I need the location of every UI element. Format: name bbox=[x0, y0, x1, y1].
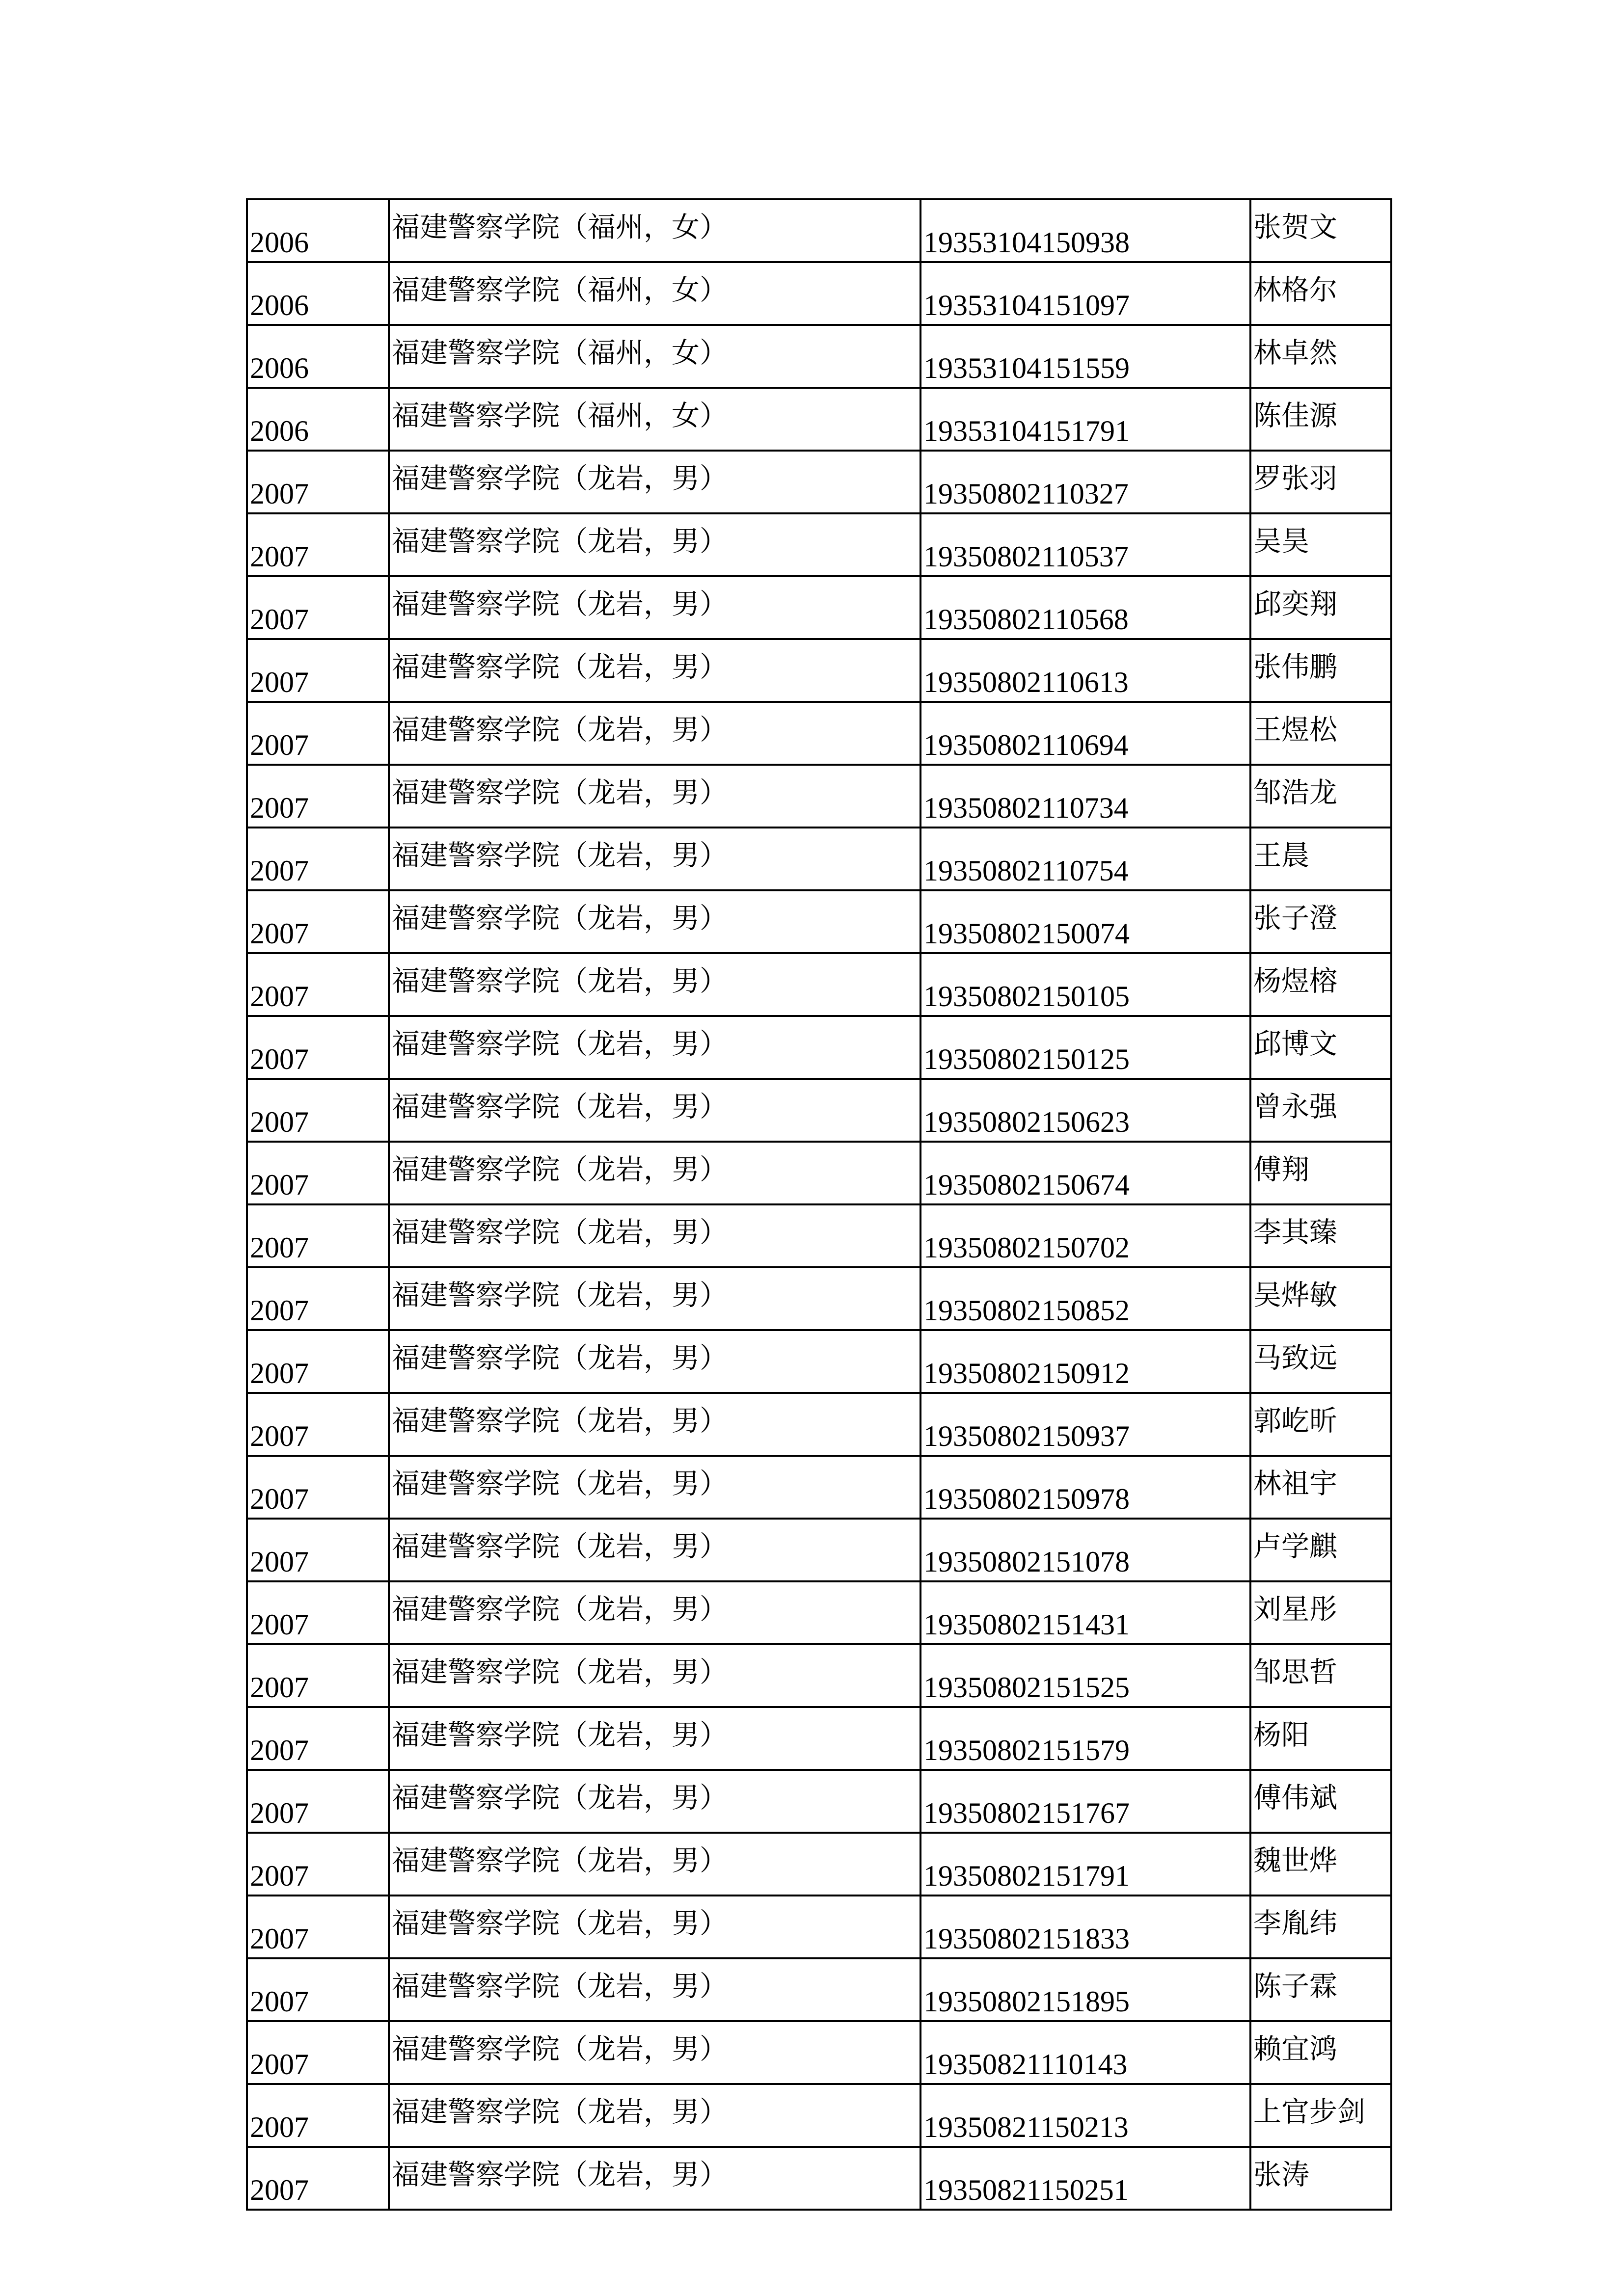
school-code-cell: 2007 bbox=[247, 1204, 389, 1267]
exam-number-cell: 19353104151097 bbox=[920, 262, 1250, 325]
exam-number-cell: 19350821110143 bbox=[920, 2021, 1250, 2084]
school-name-cell: 福建警察学院（龙岩，男） bbox=[389, 1393, 920, 1456]
student-name-cell: 林祖宇 bbox=[1250, 1456, 1391, 1519]
student-name-cell: 陈子霖 bbox=[1250, 1958, 1391, 2021]
student-name-cell: 吴烨敏 bbox=[1250, 1267, 1391, 1330]
student-name-cell: 李其臻 bbox=[1250, 1204, 1391, 1267]
student-name-cell: 刘星彤 bbox=[1250, 1581, 1391, 1644]
exam-number-cell: 19350802110754 bbox=[920, 828, 1250, 890]
student-name-cell: 吴昊 bbox=[1250, 513, 1391, 576]
school-code-cell: 2007 bbox=[247, 828, 389, 890]
school-name-cell: 福建警察学院（龙岩，男） bbox=[389, 2147, 920, 2210]
student-name-cell: 马致远 bbox=[1250, 1330, 1391, 1393]
school-code-cell: 2007 bbox=[247, 1016, 389, 1079]
exam-number-cell: 19350802150674 bbox=[920, 1142, 1250, 1204]
exam-number-cell: 19350802150074 bbox=[920, 890, 1250, 953]
student-name-cell: 杨阳 bbox=[1250, 1707, 1391, 1770]
school-code-cell: 2007 bbox=[247, 765, 389, 828]
school-name-cell: 福建警察学院（福州，女） bbox=[389, 262, 920, 325]
table-row bbox=[247, 199, 1391, 262]
school-name-cell: 福建警察学院（福州，女） bbox=[389, 388, 920, 451]
student-name-cell: 邹思哲 bbox=[1250, 1644, 1391, 1707]
school-code-cell: 2007 bbox=[247, 1456, 389, 1519]
school-name-cell: 福建警察学院（福州，女） bbox=[389, 199, 920, 262]
school-code-cell: 2007 bbox=[247, 1393, 389, 1456]
school-name-cell: 福建警察学院（龙岩，男） bbox=[389, 451, 920, 513]
school-name-cell: 福建警察学院（龙岩，男） bbox=[389, 1770, 920, 1833]
school-name-cell: 福建警察学院（龙岩，男） bbox=[389, 1833, 920, 1896]
table-row bbox=[247, 765, 1391, 828]
school-name-cell: 福建警察学院（龙岩，男） bbox=[389, 1456, 920, 1519]
exam-number-cell: 19353104151559 bbox=[920, 325, 1250, 388]
school-code-cell: 2007 bbox=[247, 1519, 389, 1581]
table-row bbox=[247, 1770, 1391, 1833]
exam-number-cell: 19350802151525 bbox=[920, 1644, 1250, 1707]
school-name-cell: 福建警察学院（龙岩，男） bbox=[389, 1519, 920, 1581]
table-row bbox=[247, 451, 1391, 513]
school-name-cell: 福建警察学院（龙岩，男） bbox=[389, 702, 920, 765]
school-name-cell: 福建警察学院（龙岩，男） bbox=[389, 1079, 920, 1142]
student-name-cell: 张涛 bbox=[1250, 2147, 1391, 2210]
table-row bbox=[247, 325, 1391, 388]
table-row bbox=[247, 2084, 1391, 2147]
school-name-cell: 福建警察学院（龙岩，男） bbox=[389, 1016, 920, 1079]
school-name-cell: 福建警察学院（龙岩，男） bbox=[389, 1142, 920, 1204]
student-name-cell: 魏世烨 bbox=[1250, 1833, 1391, 1896]
exam-number-cell: 19350802150978 bbox=[920, 1456, 1250, 1519]
exam-number-cell: 19350802110613 bbox=[920, 639, 1250, 702]
table-row bbox=[247, 1016, 1391, 1079]
school-name-cell: 福建警察学院（龙岩，男） bbox=[389, 1896, 920, 1958]
exam-number-cell: 19350802150105 bbox=[920, 953, 1250, 1016]
school-code-cell: 2007 bbox=[247, 1707, 389, 1770]
school-code-cell: 2007 bbox=[247, 1770, 389, 1833]
school-name-cell: 福建警察学院（龙岩，男） bbox=[389, 1267, 920, 1330]
exam-number-cell: 19350802110327 bbox=[920, 451, 1250, 513]
school-code-cell: 2007 bbox=[247, 1833, 389, 1896]
school-name-cell: 福建警察学院（福州，女） bbox=[389, 325, 920, 388]
school-name-cell: 福建警察学院（龙岩，男） bbox=[389, 639, 920, 702]
exam-number-cell: 19350802150912 bbox=[920, 1330, 1250, 1393]
school-code-cell: 2007 bbox=[247, 1330, 389, 1393]
exam-number-cell: 19350802150702 bbox=[920, 1204, 1250, 1267]
student-name-cell: 郭屹昕 bbox=[1250, 1393, 1391, 1456]
exam-number-cell: 19350802151078 bbox=[920, 1519, 1250, 1581]
school-code-cell: 2007 bbox=[247, 513, 389, 576]
table-row bbox=[247, 1330, 1391, 1393]
table-row bbox=[247, 1958, 1391, 2021]
school-name-cell: 福建警察学院（龙岩，男） bbox=[389, 953, 920, 1016]
table-row bbox=[247, 1079, 1391, 1142]
table-row bbox=[247, 262, 1391, 325]
table-row bbox=[247, 1707, 1391, 1770]
table-row bbox=[247, 828, 1391, 890]
school-code-cell: 2007 bbox=[247, 2084, 389, 2147]
table-row bbox=[247, 576, 1391, 639]
school-name-cell: 福建警察学院（龙岩，男） bbox=[389, 890, 920, 953]
exam-number-cell: 19350802110568 bbox=[920, 576, 1250, 639]
student-name-cell: 张子澄 bbox=[1250, 890, 1391, 953]
exam-number-cell: 19350802110537 bbox=[920, 513, 1250, 576]
exam-number-cell: 19350802150852 bbox=[920, 1267, 1250, 1330]
admission-list-table bbox=[246, 198, 1392, 2211]
school-code-cell: 2007 bbox=[247, 451, 389, 513]
student-name-cell: 曾永强 bbox=[1250, 1079, 1391, 1142]
school-code-cell: 2007 bbox=[247, 576, 389, 639]
school-name-cell: 福建警察学院（龙岩，男） bbox=[389, 1330, 920, 1393]
school-code-cell: 2007 bbox=[247, 1644, 389, 1707]
exam-number-cell: 19350802150623 bbox=[920, 1079, 1250, 1142]
table-row bbox=[247, 1644, 1391, 1707]
exam-number-cell: 19350802151833 bbox=[920, 1896, 1250, 1958]
exam-number-cell: 19350802151579 bbox=[920, 1707, 1250, 1770]
student-name-cell: 上官步剑 bbox=[1250, 2084, 1391, 2147]
school-code-cell: 2007 bbox=[247, 890, 389, 953]
exam-number-cell: 19350802150937 bbox=[920, 1393, 1250, 1456]
table-row bbox=[247, 2021, 1391, 2084]
school-name-cell: 福建警察学院（龙岩，男） bbox=[389, 1644, 920, 1707]
exam-number-cell: 19353104151791 bbox=[920, 388, 1250, 451]
school-code-cell: 2007 bbox=[247, 702, 389, 765]
table-row bbox=[247, 513, 1391, 576]
table-body bbox=[247, 199, 1391, 2210]
school-name-cell: 福建警察学院（龙岩，男） bbox=[389, 2021, 920, 2084]
table-row bbox=[247, 1581, 1391, 1644]
table-row bbox=[247, 1519, 1391, 1581]
student-name-cell: 卢学麒 bbox=[1250, 1519, 1391, 1581]
school-code-cell: 2007 bbox=[247, 1896, 389, 1958]
table-row bbox=[247, 702, 1391, 765]
exam-number-cell: 19350802110694 bbox=[920, 702, 1250, 765]
school-code-cell: 2006 bbox=[247, 388, 389, 451]
student-name-cell: 赖宜鸿 bbox=[1250, 2021, 1391, 2084]
table-row bbox=[247, 1267, 1391, 1330]
exam-number-cell: 19350802151895 bbox=[920, 1958, 1250, 2021]
school-name-cell: 福建警察学院（龙岩，男） bbox=[389, 1204, 920, 1267]
school-code-cell: 2006 bbox=[247, 325, 389, 388]
exam-number-cell: 19350802110734 bbox=[920, 765, 1250, 828]
table-row bbox=[247, 1393, 1391, 1456]
exam-number-cell: 19350821150251 bbox=[920, 2147, 1250, 2210]
student-name-cell: 王煜松 bbox=[1250, 702, 1391, 765]
student-name-cell: 王晨 bbox=[1250, 828, 1391, 890]
school-code-cell: 2007 bbox=[247, 2147, 389, 2210]
table-row bbox=[247, 1833, 1391, 1896]
exam-number-cell: 19350802150125 bbox=[920, 1016, 1250, 1079]
school-code-cell: 2007 bbox=[247, 1079, 389, 1142]
table-row bbox=[247, 953, 1391, 1016]
school-name-cell: 福建警察学院（龙岩，男） bbox=[389, 828, 920, 890]
student-name-cell: 罗张羽 bbox=[1250, 451, 1391, 513]
school-name-cell: 福建警察学院（龙岩，男） bbox=[389, 2084, 920, 2147]
school-name-cell: 福建警察学院（龙岩，男） bbox=[389, 765, 920, 828]
table-row bbox=[247, 388, 1391, 451]
school-code-cell: 2007 bbox=[247, 953, 389, 1016]
exam-number-cell: 19350821150213 bbox=[920, 2084, 1250, 2147]
exam-number-cell: 19350802151791 bbox=[920, 1833, 1250, 1896]
student-name-cell: 邱博文 bbox=[1250, 1016, 1391, 1079]
student-name-cell: 傅伟斌 bbox=[1250, 1770, 1391, 1833]
school-code-cell: 2007 bbox=[247, 1958, 389, 2021]
table-row bbox=[247, 2147, 1391, 2210]
exam-number-cell: 19350802151431 bbox=[920, 1581, 1250, 1644]
student-name-cell: 杨煜榕 bbox=[1250, 953, 1391, 1016]
student-name-cell: 邱奕翔 bbox=[1250, 576, 1391, 639]
school-code-cell: 2007 bbox=[247, 2021, 389, 2084]
exam-number-cell: 19353104150938 bbox=[920, 199, 1250, 262]
school-name-cell: 福建警察学院（龙岩，男） bbox=[389, 513, 920, 576]
school-code-cell: 2007 bbox=[247, 639, 389, 702]
student-name-cell: 林格尔 bbox=[1250, 262, 1391, 325]
table-row bbox=[247, 1204, 1391, 1267]
school-code-cell: 2006 bbox=[247, 199, 389, 262]
exam-number-cell: 19350802151767 bbox=[920, 1770, 1250, 1833]
school-code-cell: 2007 bbox=[247, 1267, 389, 1330]
student-name-cell: 张贺文 bbox=[1250, 199, 1391, 262]
school-name-cell: 福建警察学院（龙岩，男） bbox=[389, 576, 920, 639]
student-name-cell: 陈佳源 bbox=[1250, 388, 1391, 451]
table-row bbox=[247, 890, 1391, 953]
student-name-cell: 傅翔 bbox=[1250, 1142, 1391, 1204]
school-name-cell: 福建警察学院（龙岩，男） bbox=[389, 1958, 920, 2021]
school-name-cell: 福建警察学院（龙岩，男） bbox=[389, 1581, 920, 1644]
student-name-cell: 张伟鹏 bbox=[1250, 639, 1391, 702]
school-code-cell: 2007 bbox=[247, 1581, 389, 1644]
student-name-cell: 邹浩龙 bbox=[1250, 765, 1391, 828]
table-row bbox=[247, 1456, 1391, 1519]
student-name-cell: 李胤纬 bbox=[1250, 1896, 1391, 1958]
table-row bbox=[247, 1896, 1391, 1958]
student-name-cell: 林卓然 bbox=[1250, 325, 1391, 388]
school-code-cell: 2006 bbox=[247, 262, 389, 325]
table-row bbox=[247, 1142, 1391, 1204]
school-code-cell: 2007 bbox=[247, 1142, 389, 1204]
table-row bbox=[247, 639, 1391, 702]
school-name-cell: 福建警察学院（龙岩，男） bbox=[389, 1707, 920, 1770]
